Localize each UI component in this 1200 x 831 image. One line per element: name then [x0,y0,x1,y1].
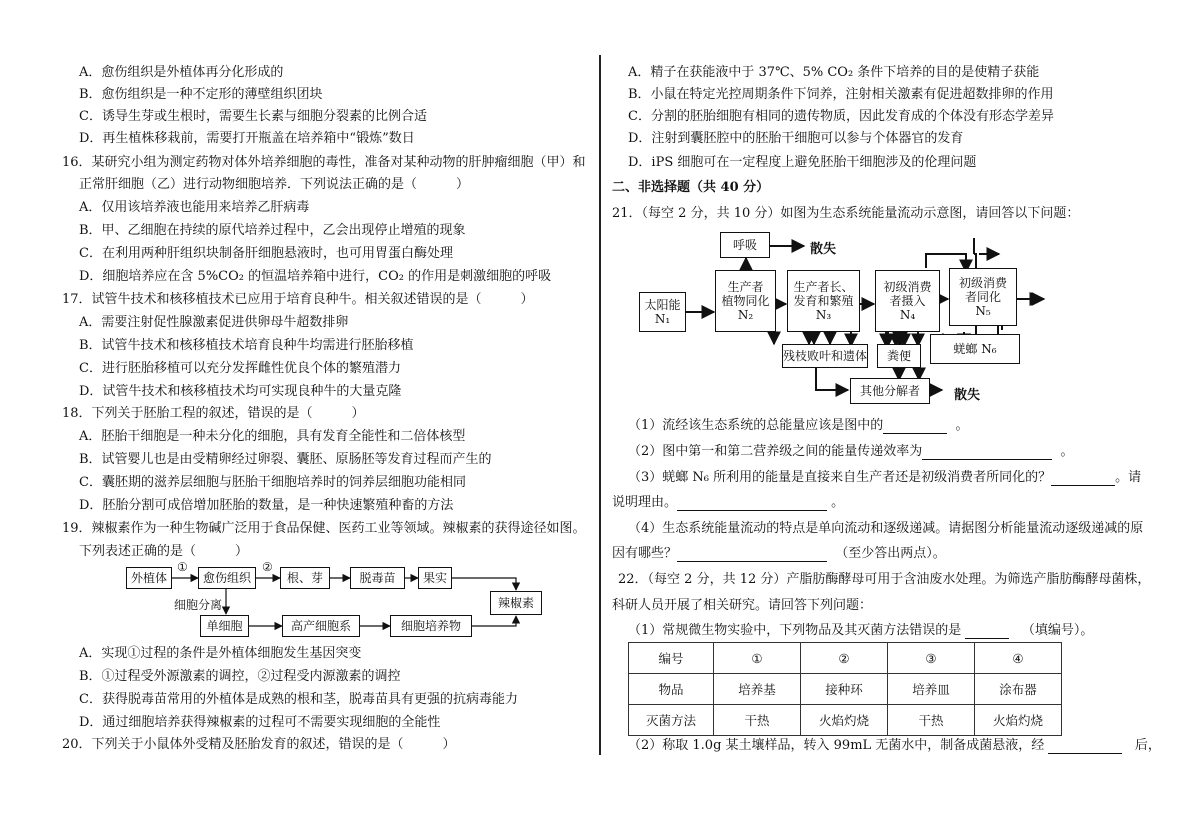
virus-free-seedling-box: 脱毒苗 [350,567,405,589]
growth-label: 生产者长、 [793,280,854,294]
step1-label: ① [177,560,188,574]
growth-n3: N₃ [815,308,832,322]
q22-part1-text: （1）常规微生物实验中，下列物品及其灭菌方法错误的是 [628,623,962,638]
q21-part3b-text: 说明理由。 [612,495,678,510]
intake-label-2: 者摄入 [889,294,926,308]
q19-option-d: D．通过细胞培养获得辣椒素的过程可不需要实现细胞的全能性 [79,715,441,730]
q20-stem: 20．下列关于小鼠体外受精及胚胎发育的叙述，错误的是（ ） [62,737,456,752]
q22-part2-end: 后， [1134,738,1161,753]
q21-part2-text: （2）图中第一和第二营养级之间的能量传递效率为 [628,444,923,459]
producer-n2: N₂ [737,308,754,322]
q19-stem-line1: 19．辣椒素作为一种生物碱广泛用于食品保健、医药工业等领域。辣椒素的获得途径如图。 [62,521,586,536]
table-cell: 干热 [714,705,801,736]
q21-part1-end: 。 [955,418,969,433]
q17-option-a: A．需要注射促性腺激素促进供卵母牛超数排卵 [79,315,349,330]
q20-option-a: A．精子在获能液中于 37℃、5% CO₂ 条件下培养的目的是使精子获能 [628,65,1040,80]
assim-label-2: 者同化 [964,290,1001,304]
q21-part1-text: （1）流经该生态系统的总能量应该是图中的 [628,418,884,433]
consumer-intake-box [875,270,940,332]
table-row [629,674,1062,705]
q18-stem: 18．下列关于胚胎工程的叙述，错误的是（ ） [62,406,365,421]
feces-box: 粪便 [877,344,921,368]
table-cell: 培养基 [714,674,801,705]
q21-answer-blank-4[interactable] [677,497,827,511]
q21-part3-end: 。请 [1115,470,1142,485]
solar-energy-box [639,292,686,332]
q21-part3-reason [612,495,844,511]
q20-option-c: C．分割的胚胎细胞有相同的遗传物质，因此发育成的个体没有形态学差异 [628,109,1054,124]
solar-energy-label: 太阳能 [644,298,681,312]
q19-option-a: A．实现①过程的条件是外植体细胞发生基因突变 [79,646,362,661]
respiration-box: 呼吸 [720,232,770,258]
solar-energy-n1: N₁ [654,312,671,326]
column-divider [599,55,601,755]
q19-stem-line2: 下列表述正确的是（ ） [79,544,249,559]
loss-label-top: 散失 [810,242,837,257]
other-decomposers-box: 其他分解者 [850,378,930,404]
q16-option-b: B．甲、乙细胞在持续的原代培养过程中，乙会出现停止增殖的现象 [79,223,466,238]
producer-label: 生产者 [727,280,764,294]
q22-part2-text: （2）称取 1.0g 某土壤样品，转入 99mL 无菌水中，制备成菌悬液，经 [628,738,1045,753]
table-row [629,705,1062,736]
q22-stem-line1: 22．（每空 2 分，共 12 分）产脂肪酶酵母可用于含油废水处理。为筛选产脂肪酶酵母菌株， [618,572,1151,587]
table-cell: ① [714,643,801,674]
q21-part3-text: （3）蜣螂 N₆ 所利用的能量是直接来自生产者还是初级消费者所同化的？ [628,470,1052,485]
table-row-header: 灭菌方法 [629,705,714,736]
q15-option-d: D．再生植株移栽前，需要打开瓶盖在培养箱中“锻炼”数日 [79,131,415,146]
table-cell: 干热 [888,705,975,736]
q16-stem-line2: 正常肝细胞（乙）进行动物细胞培养．下列说法正确的是（ ） [79,177,470,192]
q21-part3b-end: 。 [831,495,845,510]
q18-option-d: D．胚胎分割可成倍增加胚胎的数量，是一种快速繁殖种畜的方法 [79,498,454,513]
cell-separation-label: 细胞分离 [174,598,223,612]
q21-answer-blank-3[interactable] [1051,472,1115,486]
fruit-box: 果实 [418,567,452,589]
cell-culture-box: 细胞培养物 [390,615,472,637]
q18-option-c: C．囊胚期的滋养层细胞与胚胎干细胞培养时的饲养层细胞功能相同 [79,475,466,490]
q22-stem-line2: 科研人员开展了相关研究。请回答下列问题： [612,598,873,613]
q19-option-c: C．获得脱毒苗常用的外植体是成熟的根和茎，脱毒苗具有更强的抗病毒能力 [79,692,518,707]
callus-box: 愈伤组织 [198,567,256,589]
growth-label-2: 发育和繁殖 [793,294,854,308]
intake-n4: N₄ [899,308,916,322]
q21-part4b-end: （至少答出两点）。 [835,546,946,561]
table-cell: 涂布器 [974,674,1061,705]
step2-label: ② [262,560,273,574]
q21-part4: （4）生态系统能量流动的特点是单向流动和逐级递减。请据图分析能量流动逐级递减的原 [628,521,1144,536]
dung-beetle-box: 蜣螂 N₆ [930,334,1020,364]
q22-part1-end: （填编号）。 [1021,623,1094,638]
q22-answer-blank-2[interactable] [1048,740,1122,754]
single-cell-box: 单细胞 [200,615,249,637]
loss-label-bottom: 散失 [954,388,981,403]
producer-label-2: 植物同化 [721,294,770,308]
capsaicin-box: 辣椒素 [490,591,542,615]
q16-stem-line1: 16．某研究小组为测定药物对体外培养细胞的毒性，准备对某种动物的肝肿瘤细胞（甲）和 [62,155,586,170]
q21-part4-line2 [612,546,946,562]
explant-box: 外植体 [126,567,172,589]
q21-part4b-text: 因有哪些？ [612,546,678,561]
table-cell: 接种环 [801,674,888,705]
q18-option-b: B．试管婴儿也是由受精卵经过卵裂、囊胚、原肠胚等发育过程而产生的 [79,452,492,467]
q18-option-a: A．胚胎干细胞是一种未分化的细胞，具有发育全能性和二倍体核型 [79,429,466,444]
table-cell: ③ [888,643,975,674]
q21-part2 [628,444,1074,460]
table-row-header: 物品 [629,674,714,705]
q21-answer-blank-5[interactable] [677,548,827,562]
producer-growth-box [787,270,860,332]
q16-option-c: C．在利用两种肝组织块制备肝细胞悬液时，也可用胃蛋白酶处理 [79,246,453,261]
q21-answer-blank-2[interactable] [922,446,1052,460]
q22-part2 [628,738,1161,754]
table-cell: 火焰灼烧 [801,705,888,736]
roots-buds-box: 根、芽 [280,567,330,589]
section-two-heading: 二、非选择题（共 40 分） [612,180,770,195]
q17-stem: 17．试管牛技术和核移植技术已应用于培育良种牛。相关叙述错误的是（ ） [62,292,534,307]
q19-option-b: B．①过程受外源激素的调控，②过程受内源激素的调控 [79,669,401,684]
intake-label: 初级消费 [883,280,932,294]
sterilization-table [628,642,1062,736]
table-cell: ④ [974,643,1061,674]
assim-label: 初级消费 [958,276,1007,290]
table-row-header: 编号 [629,643,714,674]
high-yield-cell-line-box: 高产细胞系 [282,615,360,637]
q22-answer-blank-1[interactable] [965,625,1009,639]
q20-option-d2: D．iPS 细胞可在一定程度上避免胚胎干细胞涉及的伦理问题 [628,155,977,170]
q21-stem: 21．（每空 2 分，共 10 分）如图为生态系统能量流动示意图，请回答以下问题： [612,206,1080,221]
table-cell: ② [801,643,888,674]
q21-part1 [628,418,969,434]
q21-answer-blank-1[interactable] [883,420,947,434]
q16-option-a: A．仅用该培养液也能用来培养乙肝病毒 [79,200,310,215]
consumer-assimilation-box [949,268,1017,326]
table-cell: 培养皿 [888,674,975,705]
q21-part3 [628,470,1141,486]
table-cell: 火焰灼烧 [974,705,1061,736]
q17-option-d: D．试管牛技术和核移植技术均可实现良种牛的大量克隆 [79,384,402,399]
q20-option-d: D．注射到囊胚腔中的胚胎干细胞可以参与个体器官的发育 [628,131,964,146]
residue-box: 残枝败叶和遗体 [782,344,868,368]
sterilization-table-body [629,643,1062,736]
producer-box [715,270,776,332]
q15-option-a: A．愈伤组织是外植体再分化形成的 [79,65,284,80]
q16-option-d: D．细胞培养应在含 5%CO₂ 的恒温培养箱中进行，CO₂ 的作用是刺激细胞的呼吸 [79,269,552,284]
q15-option-b: B．愈伤组织是一种不定形的薄壁组织团块 [79,87,323,102]
table-row [629,643,1062,674]
q20-option-b: B．小鼠在特定光控周期条件下饲养，注射相关激素有促进超数排卵的作用 [628,87,1054,102]
q15-option-c: C．诱导生芽或生根时，需要生长素与细胞分裂素的比例合适 [79,109,427,124]
assim-n5: N₅ [975,304,991,318]
q17-option-c: C．进行胚胎移植可以充分发挥雌性优良个体的繁殖潜力 [79,361,401,376]
q17-option-b: B．试管牛技术和核移植技术培育良种牛均需进行胚胎移植 [79,338,414,353]
q22-part1 [628,623,1093,639]
q21-part2-end: 。 [1060,444,1074,459]
